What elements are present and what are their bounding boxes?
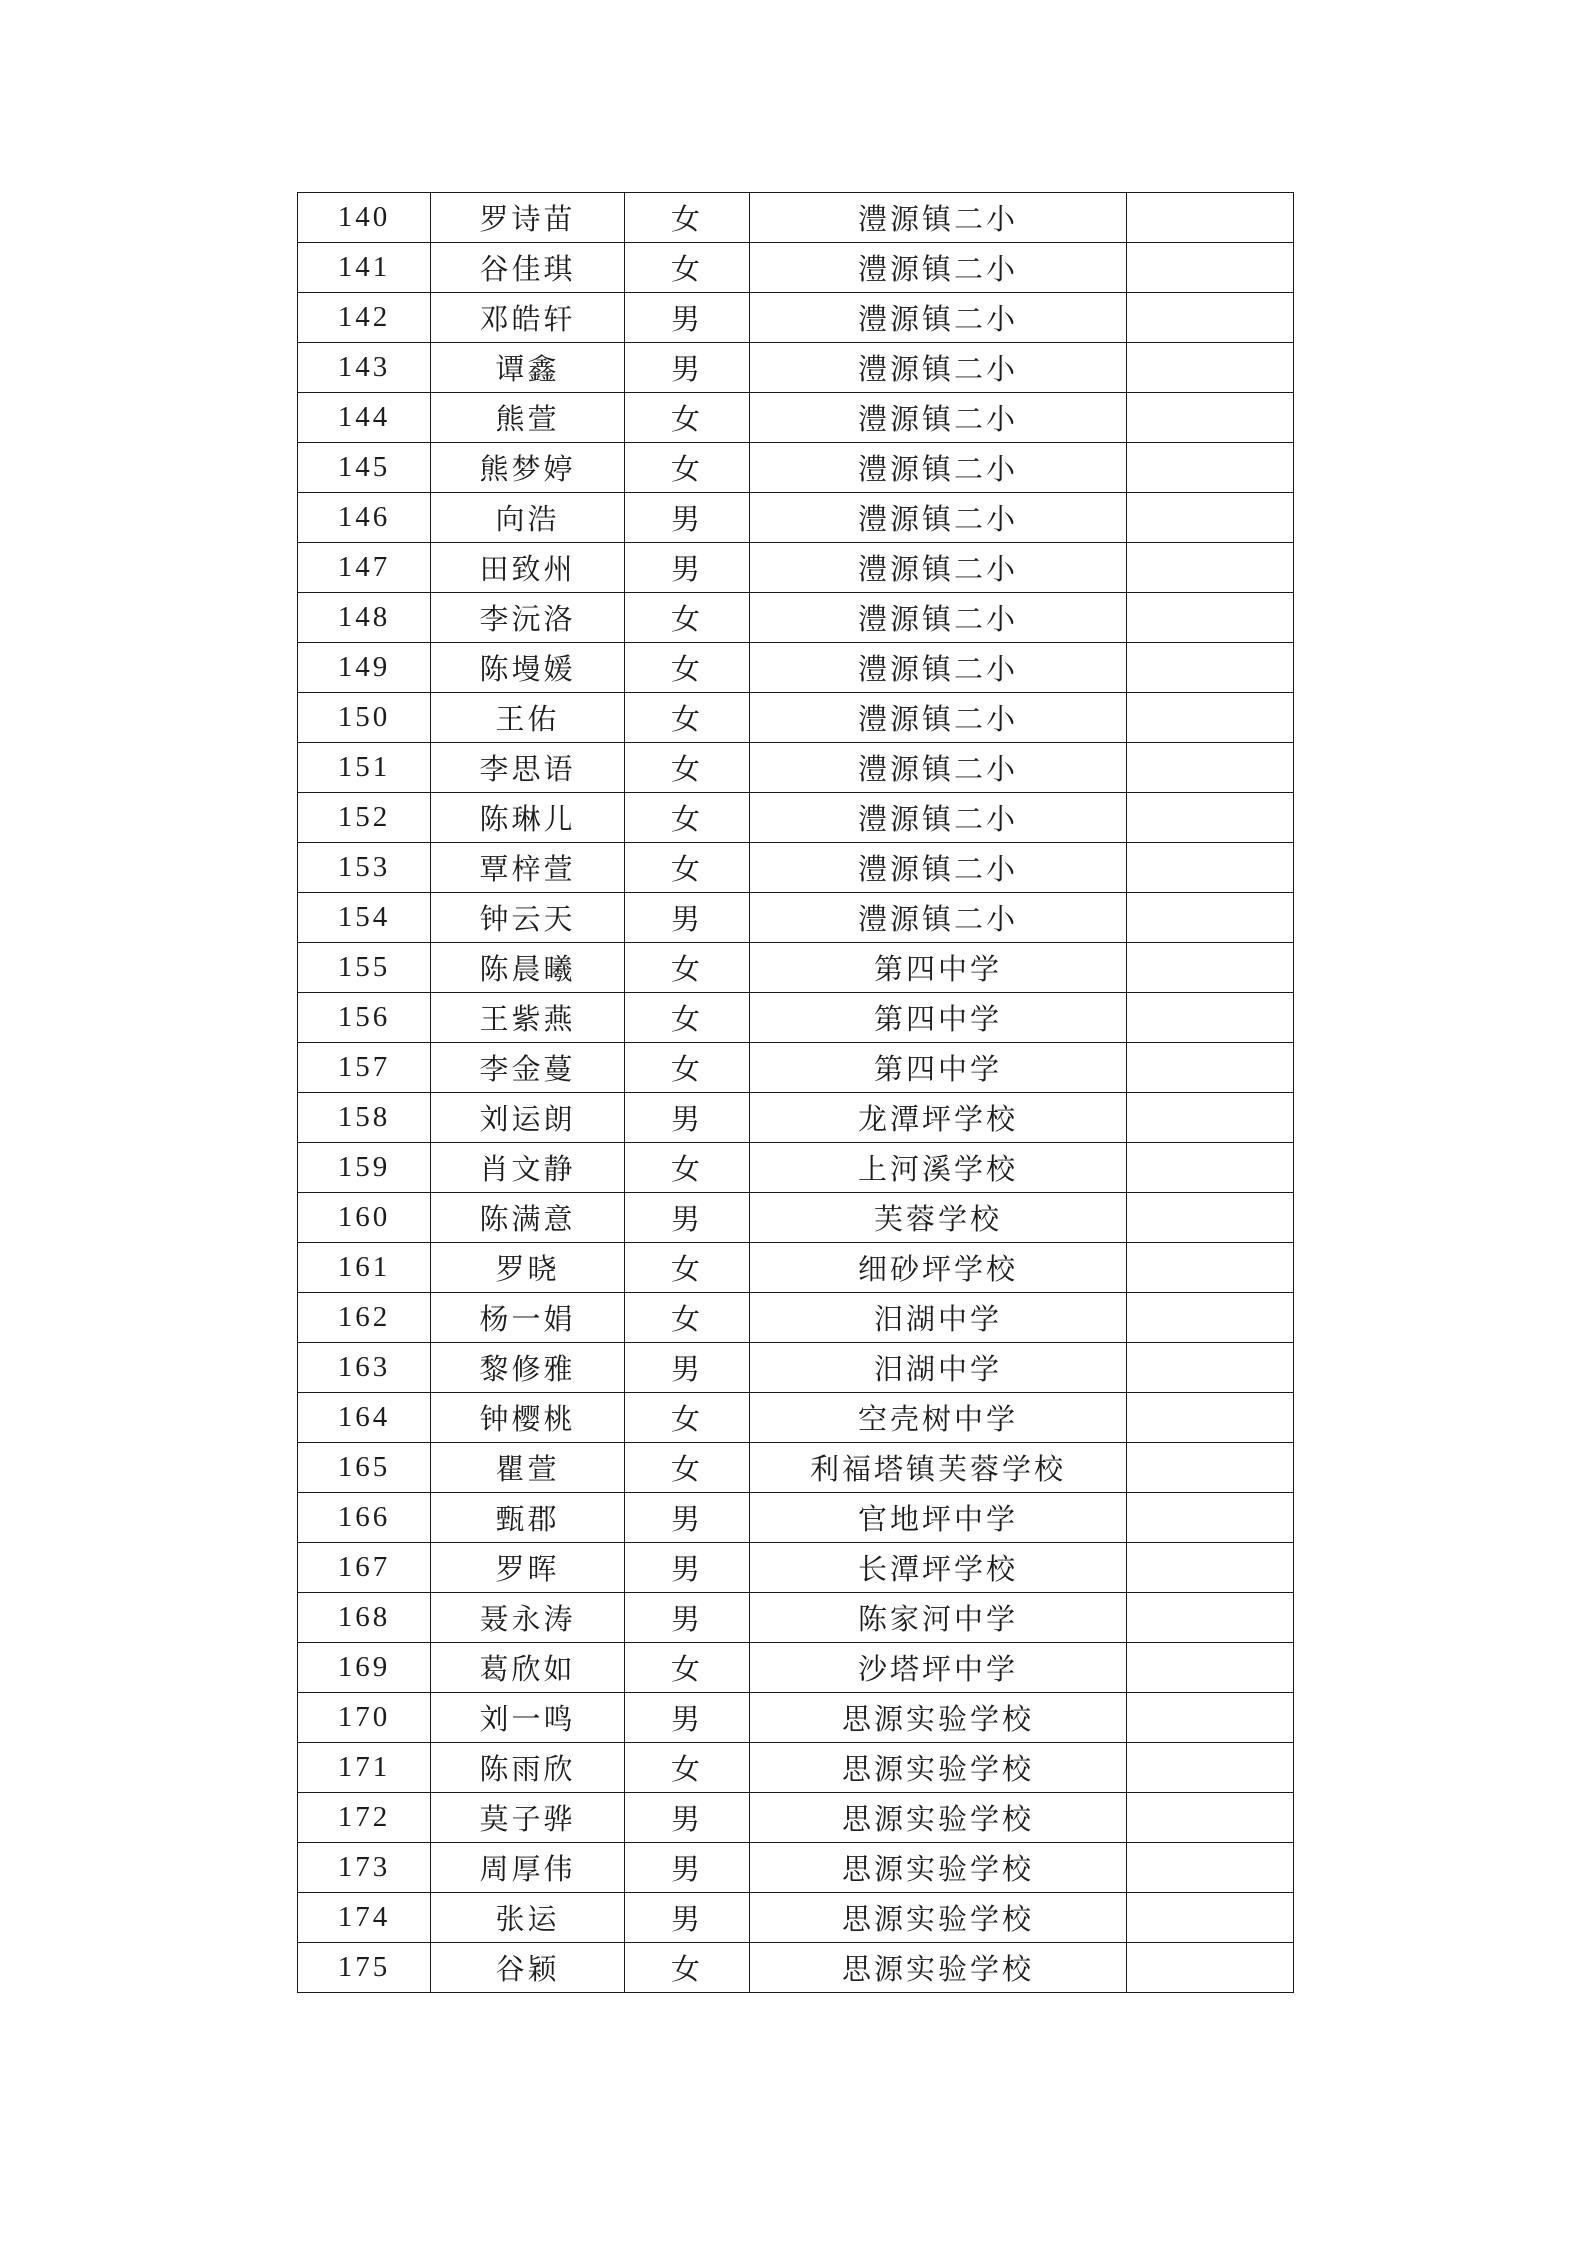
cell-name: 钟樱桃	[431, 1393, 625, 1443]
cell-school: 思源实验学校	[750, 1793, 1127, 1843]
cell-note	[1127, 1593, 1294, 1643]
cell-school: 澧源镇二小	[750, 393, 1127, 443]
cell-no: 174	[298, 1893, 431, 1943]
cell-school: 澧源镇二小	[750, 493, 1127, 543]
cell-no: 165	[298, 1443, 431, 1493]
cell-note	[1127, 1493, 1294, 1543]
cell-school: 澧源镇二小	[750, 743, 1127, 793]
cell-name: 陈墁媛	[431, 643, 625, 693]
cell-name: 覃梓萱	[431, 843, 625, 893]
cell-no: 166	[298, 1493, 431, 1543]
cell-no: 140	[298, 193, 431, 243]
cell-note	[1127, 593, 1294, 643]
table-row	[298, 1693, 1294, 1743]
cell-name: 谭鑫	[431, 343, 625, 393]
cell-name: 李思语	[431, 743, 625, 793]
cell-note	[1127, 493, 1294, 543]
cell-no: 146	[298, 493, 431, 543]
cell-gender: 女	[625, 1243, 750, 1293]
cell-no: 172	[298, 1793, 431, 1843]
table-row	[298, 543, 1294, 593]
cell-no: 154	[298, 893, 431, 943]
cell-no: 162	[298, 1293, 431, 1343]
cell-name: 王紫燕	[431, 993, 625, 1043]
cell-school: 澧源镇二小	[750, 543, 1127, 593]
cell-no: 170	[298, 1693, 431, 1743]
cell-gender: 女	[625, 1043, 750, 1093]
table-row	[298, 1443, 1294, 1493]
cell-school: 澧源镇二小	[750, 693, 1127, 743]
cell-gender: 男	[625, 493, 750, 543]
roster-table	[297, 192, 1294, 1993]
cell-gender: 女	[625, 643, 750, 693]
table-row	[298, 1043, 1294, 1093]
cell-school: 澧源镇二小	[750, 293, 1127, 343]
cell-note	[1127, 1943, 1294, 1993]
table-row	[298, 1593, 1294, 1643]
cell-name: 熊梦婷	[431, 443, 625, 493]
cell-note	[1127, 1793, 1294, 1843]
table-row	[298, 643, 1294, 693]
table-row	[298, 1193, 1294, 1243]
cell-no: 142	[298, 293, 431, 343]
cell-gender: 女	[625, 993, 750, 1043]
table-row	[298, 1093, 1294, 1143]
cell-note	[1127, 893, 1294, 943]
cell-note	[1127, 1143, 1294, 1193]
cell-no: 153	[298, 843, 431, 893]
cell-no: 173	[298, 1843, 431, 1893]
cell-note	[1127, 1393, 1294, 1443]
cell-school: 第四中学	[750, 993, 1127, 1043]
cell-gender: 男	[625, 343, 750, 393]
cell-gender: 男	[625, 1893, 750, 1943]
cell-gender: 男	[625, 1793, 750, 1843]
cell-school: 思源实验学校	[750, 1893, 1127, 1943]
cell-no: 155	[298, 943, 431, 993]
cell-gender: 男	[625, 1593, 750, 1643]
cell-gender: 女	[625, 843, 750, 893]
table-row	[298, 493, 1294, 543]
cell-school: 第四中学	[750, 1043, 1127, 1093]
cell-gender: 女	[625, 1143, 750, 1193]
cell-school: 细砂坪学校	[750, 1243, 1127, 1293]
cell-note	[1127, 1293, 1294, 1343]
cell-name: 陈晨曦	[431, 943, 625, 993]
table-row	[298, 793, 1294, 843]
table-row	[298, 293, 1294, 343]
cell-note	[1127, 1093, 1294, 1143]
cell-name: 李金蔓	[431, 1043, 625, 1093]
cell-gender: 男	[625, 293, 750, 343]
table-row	[298, 1393, 1294, 1443]
cell-no: 167	[298, 1543, 431, 1593]
cell-name: 黎修雅	[431, 1343, 625, 1393]
cell-no: 164	[298, 1393, 431, 1443]
cell-note	[1127, 743, 1294, 793]
cell-name: 甄郡	[431, 1493, 625, 1543]
cell-school: 澧源镇二小	[750, 593, 1127, 643]
cell-name: 罗晓	[431, 1243, 625, 1293]
cell-school: 澧源镇二小	[750, 193, 1127, 243]
cell-no: 161	[298, 1243, 431, 1293]
table-row	[298, 443, 1294, 493]
cell-gender: 男	[625, 1193, 750, 1243]
cell-no: 158	[298, 1093, 431, 1143]
cell-note	[1127, 343, 1294, 393]
cell-name: 瞿萱	[431, 1443, 625, 1493]
cell-note	[1127, 443, 1294, 493]
table-row	[298, 393, 1294, 443]
cell-no: 141	[298, 243, 431, 293]
cell-gender: 男	[625, 1493, 750, 1543]
cell-note	[1127, 243, 1294, 293]
cell-no: 157	[298, 1043, 431, 1093]
cell-gender: 女	[625, 443, 750, 493]
cell-school: 澧源镇二小	[750, 893, 1127, 943]
cell-gender: 男	[625, 1543, 750, 1593]
cell-school: 澧源镇二小	[750, 843, 1127, 893]
table-row	[298, 743, 1294, 793]
table-row	[298, 1493, 1294, 1543]
cell-note	[1127, 843, 1294, 893]
cell-note	[1127, 693, 1294, 743]
cell-note	[1127, 993, 1294, 1043]
cell-school: 沙塔坪中学	[750, 1643, 1127, 1693]
cell-gender: 男	[625, 1343, 750, 1393]
cell-no: 160	[298, 1193, 431, 1243]
cell-gender: 女	[625, 1443, 750, 1493]
cell-name: 肖文静	[431, 1143, 625, 1193]
cell-no: 159	[298, 1143, 431, 1193]
table-row	[298, 593, 1294, 643]
cell-name: 邓皓轩	[431, 293, 625, 343]
cell-note	[1127, 943, 1294, 993]
table-row	[298, 893, 1294, 943]
cell-school: 思源实验学校	[750, 1743, 1127, 1793]
cell-no: 163	[298, 1343, 431, 1393]
table-row	[298, 1293, 1294, 1343]
cell-school: 思源实验学校	[750, 1693, 1127, 1743]
cell-note	[1127, 1893, 1294, 1943]
table-row	[298, 1943, 1294, 1993]
cell-note	[1127, 193, 1294, 243]
cell-no: 171	[298, 1743, 431, 1793]
cell-gender: 女	[625, 1943, 750, 1993]
cell-gender: 女	[625, 1743, 750, 1793]
cell-school: 陈家河中学	[750, 1593, 1127, 1643]
cell-no: 143	[298, 343, 431, 393]
cell-note	[1127, 1693, 1294, 1743]
cell-school: 澧源镇二小	[750, 343, 1127, 393]
cell-name: 谷颖	[431, 1943, 625, 1993]
cell-note	[1127, 1743, 1294, 1793]
cell-note	[1127, 1193, 1294, 1243]
cell-note	[1127, 1043, 1294, 1093]
cell-name: 陈琳儿	[431, 793, 625, 843]
cell-gender: 女	[625, 393, 750, 443]
table-row	[298, 843, 1294, 893]
cell-school: 上河溪学校	[750, 1143, 1127, 1193]
table-row	[298, 993, 1294, 1043]
cell-gender: 女	[625, 243, 750, 293]
table-row	[298, 1643, 1294, 1693]
cell-name: 王佑	[431, 693, 625, 743]
cell-gender: 男	[625, 1093, 750, 1143]
cell-name: 莫子骅	[431, 1793, 625, 1843]
cell-name: 谷佳琪	[431, 243, 625, 293]
cell-gender: 女	[625, 193, 750, 243]
cell-note	[1127, 393, 1294, 443]
table-row	[298, 1243, 1294, 1293]
cell-no: 168	[298, 1593, 431, 1643]
cell-school: 官地坪中学	[750, 1493, 1127, 1543]
cell-school: 龙潭坪学校	[750, 1093, 1127, 1143]
cell-no: 156	[298, 993, 431, 1043]
cell-note	[1127, 293, 1294, 343]
cell-name: 陈雨欣	[431, 1743, 625, 1793]
cell-school: 思源实验学校	[750, 1843, 1127, 1893]
table-row	[298, 1743, 1294, 1793]
cell-gender: 女	[625, 1393, 750, 1443]
cell-no: 150	[298, 693, 431, 743]
cell-school: 澧源镇二小	[750, 793, 1127, 843]
cell-name: 向浩	[431, 493, 625, 543]
cell-name: 熊萱	[431, 393, 625, 443]
cell-school: 长潭坪学校	[750, 1543, 1127, 1593]
roster-table-body	[298, 193, 1294, 1993]
table-row	[298, 193, 1294, 243]
table-row	[298, 693, 1294, 743]
cell-note	[1127, 643, 1294, 693]
cell-gender: 男	[625, 543, 750, 593]
cell-school: 澧源镇二小	[750, 643, 1127, 693]
cell-gender: 女	[625, 593, 750, 643]
cell-name: 李沅洛	[431, 593, 625, 643]
cell-note	[1127, 1543, 1294, 1593]
cell-name: 刘一鸣	[431, 1693, 625, 1743]
cell-gender: 男	[625, 893, 750, 943]
table-row	[298, 1893, 1294, 1943]
cell-note	[1127, 1343, 1294, 1393]
cell-gender: 男	[625, 1693, 750, 1743]
cell-name: 钟云天	[431, 893, 625, 943]
cell-gender: 女	[625, 743, 750, 793]
cell-note	[1127, 543, 1294, 593]
cell-name: 周厚伟	[431, 1843, 625, 1893]
cell-school: 汨湖中学	[750, 1293, 1127, 1343]
cell-no: 152	[298, 793, 431, 843]
cell-name: 罗晖	[431, 1543, 625, 1593]
table-row	[298, 1343, 1294, 1393]
cell-no: 175	[298, 1943, 431, 1993]
cell-school: 汨湖中学	[750, 1343, 1127, 1393]
cell-gender: 女	[625, 693, 750, 743]
cell-no: 151	[298, 743, 431, 793]
cell-note	[1127, 793, 1294, 843]
cell-gender: 女	[625, 1293, 750, 1343]
cell-school: 澧源镇二小	[750, 243, 1127, 293]
cell-school: 空壳树中学	[750, 1393, 1127, 1443]
cell-no: 147	[298, 543, 431, 593]
cell-no: 169	[298, 1643, 431, 1693]
cell-name: 葛欣如	[431, 1643, 625, 1693]
cell-gender: 女	[625, 793, 750, 843]
table-row	[298, 1143, 1294, 1193]
cell-note	[1127, 1843, 1294, 1893]
cell-note	[1127, 1443, 1294, 1493]
cell-no: 145	[298, 443, 431, 493]
cell-name: 聂永涛	[431, 1593, 625, 1643]
cell-name: 刘运朗	[431, 1093, 625, 1143]
cell-name: 罗诗苗	[431, 193, 625, 243]
cell-name: 杨一娟	[431, 1293, 625, 1343]
table-row	[298, 943, 1294, 993]
cell-note	[1127, 1643, 1294, 1693]
roster-table-container	[297, 192, 1294, 1993]
cell-no: 148	[298, 593, 431, 643]
cell-school: 澧源镇二小	[750, 443, 1127, 493]
cell-name: 张运	[431, 1893, 625, 1943]
cell-no: 149	[298, 643, 431, 693]
table-row	[298, 1843, 1294, 1893]
cell-gender: 女	[625, 943, 750, 993]
cell-gender: 女	[625, 1643, 750, 1693]
cell-school: 第四中学	[750, 943, 1127, 993]
cell-school: 思源实验学校	[750, 1943, 1127, 1993]
cell-note	[1127, 1243, 1294, 1293]
cell-no: 144	[298, 393, 431, 443]
cell-school: 利福塔镇芙蓉学校	[750, 1443, 1127, 1493]
table-row	[298, 243, 1294, 293]
table-row	[298, 1793, 1294, 1843]
table-row	[298, 1543, 1294, 1593]
cell-school: 芙蓉学校	[750, 1193, 1127, 1243]
cell-name: 陈满意	[431, 1193, 625, 1243]
cell-gender: 男	[625, 1843, 750, 1893]
table-row	[298, 343, 1294, 393]
cell-name: 田致州	[431, 543, 625, 593]
